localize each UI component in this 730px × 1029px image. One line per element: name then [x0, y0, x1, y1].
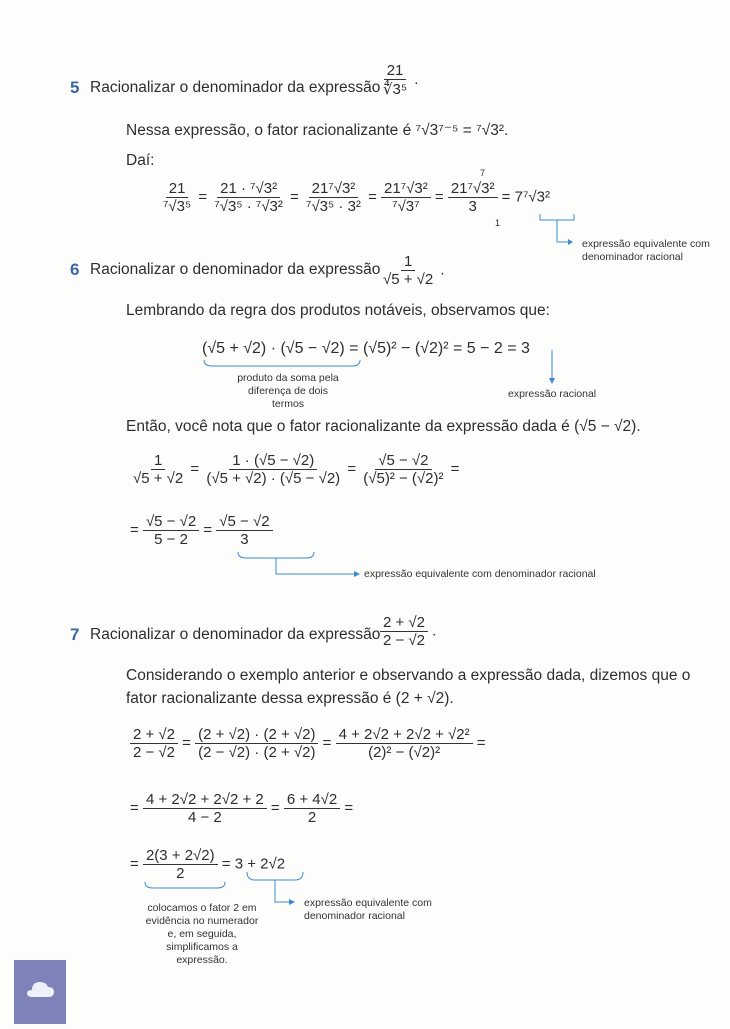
fraction: $\frac{√5 - √2}{\text{(√5)² − (√2)²}}$ [363, 452, 444, 487]
paragraph: Considerando o exemplo anterior e observando a expressão dada, dizemos que o [126, 667, 691, 684]
fraction-cancelled: $\frac{\text{21⁷√3²}}{3}$ [448, 180, 498, 215]
fraction: $\frac{1}{√5 + √2}$ [133, 452, 184, 487]
paragraph: Lembrando da regra dos produtos notáveis, observamos que: [126, 302, 550, 319]
fraction: $\frac{\text{21 · ⁷√3²}}{\text{⁷√3⁵ · ⁷√3²}}$ [214, 180, 283, 215]
page-corner-decoration [14, 960, 66, 1024]
result-ex5: = 7⁷√3² [501, 188, 550, 206]
product-equation: (√5 + √2) · (√5 − √2) = (√5)² − (√2)² = 5 − 2 = 3 [202, 340, 530, 357]
equation-line: = $\frac{4 + 2√2 + 2√2 + 2}{4 - 2}$ = $\frac{6 + 4√2}{2}$ = [130, 791, 354, 826]
fraction: $\frac{4 + 2√2 + 2√2 + 2}{4 - 2}$ [143, 791, 267, 826]
exercise-expression: $\frac{2 + √2}{2 - √2}$ . [380, 614, 436, 649]
annotation-note: expressão equivalente com denominador racional [304, 897, 432, 922]
annotation-note: produto da soma pela diferença de dois termos [237, 372, 339, 410]
exercise-number: 6 [70, 260, 80, 279]
fraction: $\frac{√5 - √2}{3}$ [216, 513, 272, 548]
equation-ex5: $\frac{21}{\text{⁷√3⁵}}$ = $\frac{\text{21 · ⁷√3²}}{\text{⁷√3⁵ · ⁷√3²}}$ = $\frac{\text{21⁷√3²}}{\text{⁷√3⁵ · 3²}}$ = $\frac{\text{21⁷√3²}}{\text{⁷√3⁷}}$ = $\frac{\text{21⁷√3²}}{3}$ = 7⁷√3² [160, 180, 550, 215]
result-ex7: = 3 + 2√2 [221, 855, 286, 873]
annotation-note: expressão equivalente com denominador racional [364, 568, 596, 580]
fraction: $\frac{21}{\text{⁷√3⁵}}$ [163, 180, 192, 215]
exercise-number: 5 [70, 78, 80, 97]
dai-label: Daí: [126, 152, 155, 169]
annotation-note: expressão equivalente com denominador racional [582, 238, 710, 263]
annotation-note: expressão racional [508, 388, 597, 400]
fraction: $\frac{\text{21⁷√3²}}{\text{⁷√3⁷}}$ [381, 180, 431, 215]
exercise-statement: Racionalizar o denominador da expressão [90, 626, 381, 643]
paragraph: Então, você nota que o fator racionalizante da expressão dada é (√5 − √2). [126, 418, 641, 435]
cancel-mark-bottom: 1 [495, 218, 501, 228]
fraction: $\frac{2 + √2}{2 - √2}$ [130, 726, 178, 761]
fraction: $\frac{\text{21⁷√3²}}{\text{⁷√3⁵ · 3²}}$ [306, 180, 361, 215]
fraction: $\frac{6 + 4√2}{2}$ [284, 791, 340, 826]
exercise-number: 7 [70, 625, 80, 644]
equation-line: = $\frac{√5 - √2}{5 - 2}$ = $\frac{√5 - √2}{3}$ [130, 513, 273, 548]
fraction: $\frac{√5 - √2}{5 - 2}$ [143, 513, 199, 548]
fraction-cancelled: $\frac{2(3 + 2√2)}{2}$ [143, 847, 218, 882]
bracket-arrow [538, 210, 578, 250]
bracket-arrow [236, 550, 366, 580]
equation-line: = $\frac{2(3 + 2√2)}{2}$ = 3 + 2√2 [130, 847, 286, 882]
annotation-note: colocamos o fator 2 em evidência no numerador e, em seguida, simplificamos a expressão. [145, 902, 259, 966]
exercise-expression: $\frac{1}{√5 + √2}$ . [383, 253, 445, 288]
cloud-icon [14, 960, 66, 1024]
equation-line: $\frac{2 + √2}{2 - √2}$ = $\frac{(2 + √2) \cdot (2 + √2)}{(2 - √2) \cdot (2 + √2)}$ = $\frac{\text{4 + 2√2 + 2√2 + √2²}}{\text{(2)² − (√2)²}}$ = [130, 726, 486, 761]
equation-line: $\frac{1}{√5 + √2}$ = $\frac{1 \cdot (√5 - √2)}{(√5 + √2) \cdot (√5 - √2)}$ = $\frac{√5 - √2}{\text{(√5)² − (√2)²}}$ = [130, 452, 459, 487]
fraction: $\frac{(2 + √2) \cdot (2 + √2)}{(2 - √2) \cdot (2 + √2)}$ [195, 726, 318, 761]
exercise-statement: Racionalizar o denominador da expressão [90, 261, 381, 278]
exercise-expression: $\frac{21}{\text{∜3⁵}}$ . [383, 62, 419, 98]
exercise-statement: Racionalizar o denominador da expressão [90, 79, 381, 96]
fraction: $\frac{\text{4 + 2√2 + 2√2 + √2²}}{\text{(2)² − (√2)²}}$ [336, 726, 473, 761]
cancel-mark-top: 7 [480, 168, 486, 178]
paragraph: fator racionalizante dessa expressão é (2 + √2). [126, 690, 454, 707]
factor-line: Nessa expressão, o fator racionalizante é ⁷√3⁷⁻⁵ = ⁷√3². [126, 122, 509, 139]
fraction: $\frac{1 \cdot (√5 - √2)}{(√5 + √2) \cdot (√5 - √2)}$ [206, 452, 341, 487]
